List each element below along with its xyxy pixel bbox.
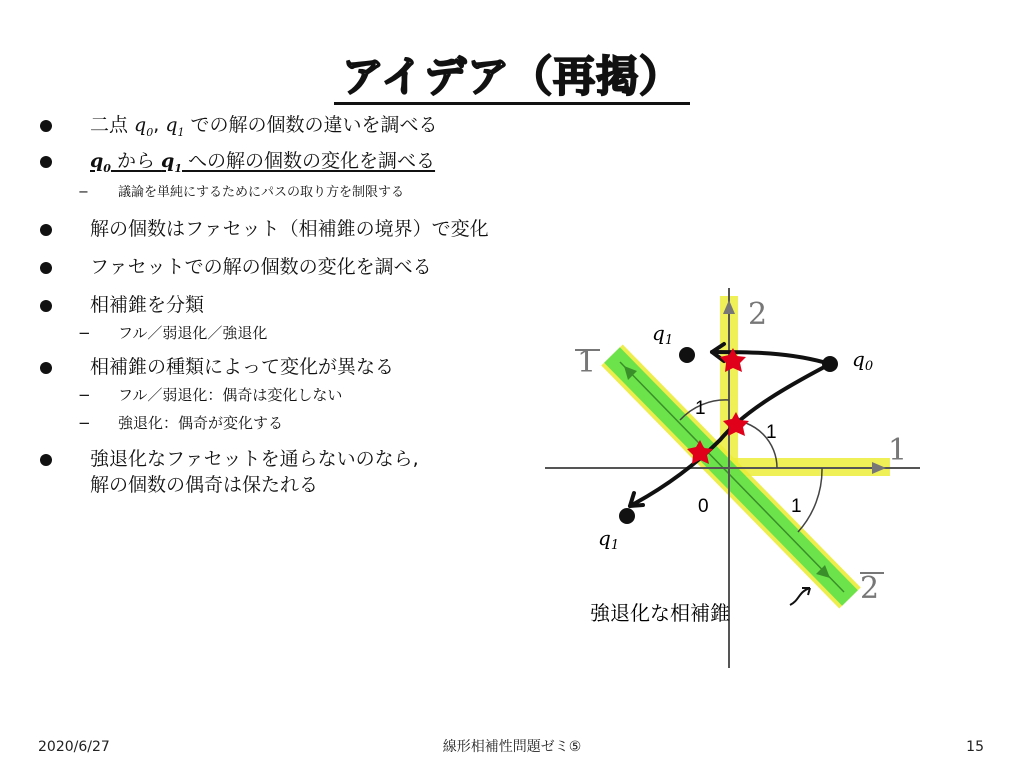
region-label: 0 bbox=[698, 496, 709, 517]
axis-label-1-bar: 1 bbox=[577, 345, 597, 380]
bullet-dot bbox=[40, 156, 52, 168]
point-q1-top bbox=[679, 347, 695, 363]
region-label: 1 bbox=[791, 496, 802, 517]
region-label: 1 bbox=[695, 398, 706, 419]
sub-bullet: − 強退化：偶奇が変化する bbox=[78, 413, 284, 432]
bullet-5: 相補錐を分類 bbox=[38, 292, 598, 318]
bullet-1: 二点 $q_0$, $q_1$ での解の個数の違いを調べる bbox=[38, 112, 598, 148]
label-q1-bottom: $q_1$ bbox=[598, 526, 620, 553]
footer-title: 線形相補性問題ゼミ⑤ bbox=[442, 739, 582, 755]
bullet-6: 相補錐の種類によって変化が異なる bbox=[38, 354, 598, 380]
bullet-dot bbox=[40, 224, 52, 236]
axis-label-2: 2 bbox=[748, 297, 768, 332]
point-q0 bbox=[822, 356, 838, 372]
axis-label-1: 1 bbox=[888, 433, 908, 468]
sub-bullet: − フル／弱退化／強退化 bbox=[78, 323, 268, 342]
footer-date: 2020/6/27 bbox=[38, 739, 110, 755]
diagram-caption: 強退化な相補錐 bbox=[590, 601, 730, 625]
pointer-arrow bbox=[790, 588, 810, 605]
bullet-list bbox=[38, 112, 598, 498]
complementary-cone-diagram bbox=[520, 280, 950, 680]
bullet-dot bbox=[40, 300, 52, 312]
bullet-2: $q_0$ から $q_1$ への解の個数の変化を調べる bbox=[38, 148, 598, 182]
label-q1-top: $q_1$ bbox=[652, 321, 674, 348]
sub-bullet: − フル／弱退化：偶奇は変化しない bbox=[78, 385, 343, 404]
bullet-7: 強退化なファセットを通らないのなら, 解の個数の偶奇は保たれる bbox=[38, 446, 598, 498]
bullet-dot bbox=[40, 262, 52, 274]
bullet-dot bbox=[40, 362, 52, 374]
slide-title: アイデア（再掲） bbox=[0, 52, 1024, 105]
point-q1-bottom bbox=[619, 508, 635, 524]
bullet-3: 解の個数はファセット（相補錐の境界）で変化 bbox=[38, 216, 598, 254]
bullet-dot bbox=[40, 454, 52, 466]
bullet-dot bbox=[40, 120, 52, 132]
bullet-4: ファセットでの解の個数の変化を調べる bbox=[38, 254, 598, 292]
sub-bullet: − 議論を単純にするためにパスの取り方を制限する bbox=[78, 184, 405, 200]
axis-label-2-bar: 2 bbox=[860, 571, 880, 606]
label-q0: $q_0$ bbox=[852, 347, 874, 374]
page-number: 15 bbox=[966, 739, 984, 755]
angle-arc bbox=[798, 468, 822, 532]
region-label: 1 bbox=[766, 422, 777, 443]
